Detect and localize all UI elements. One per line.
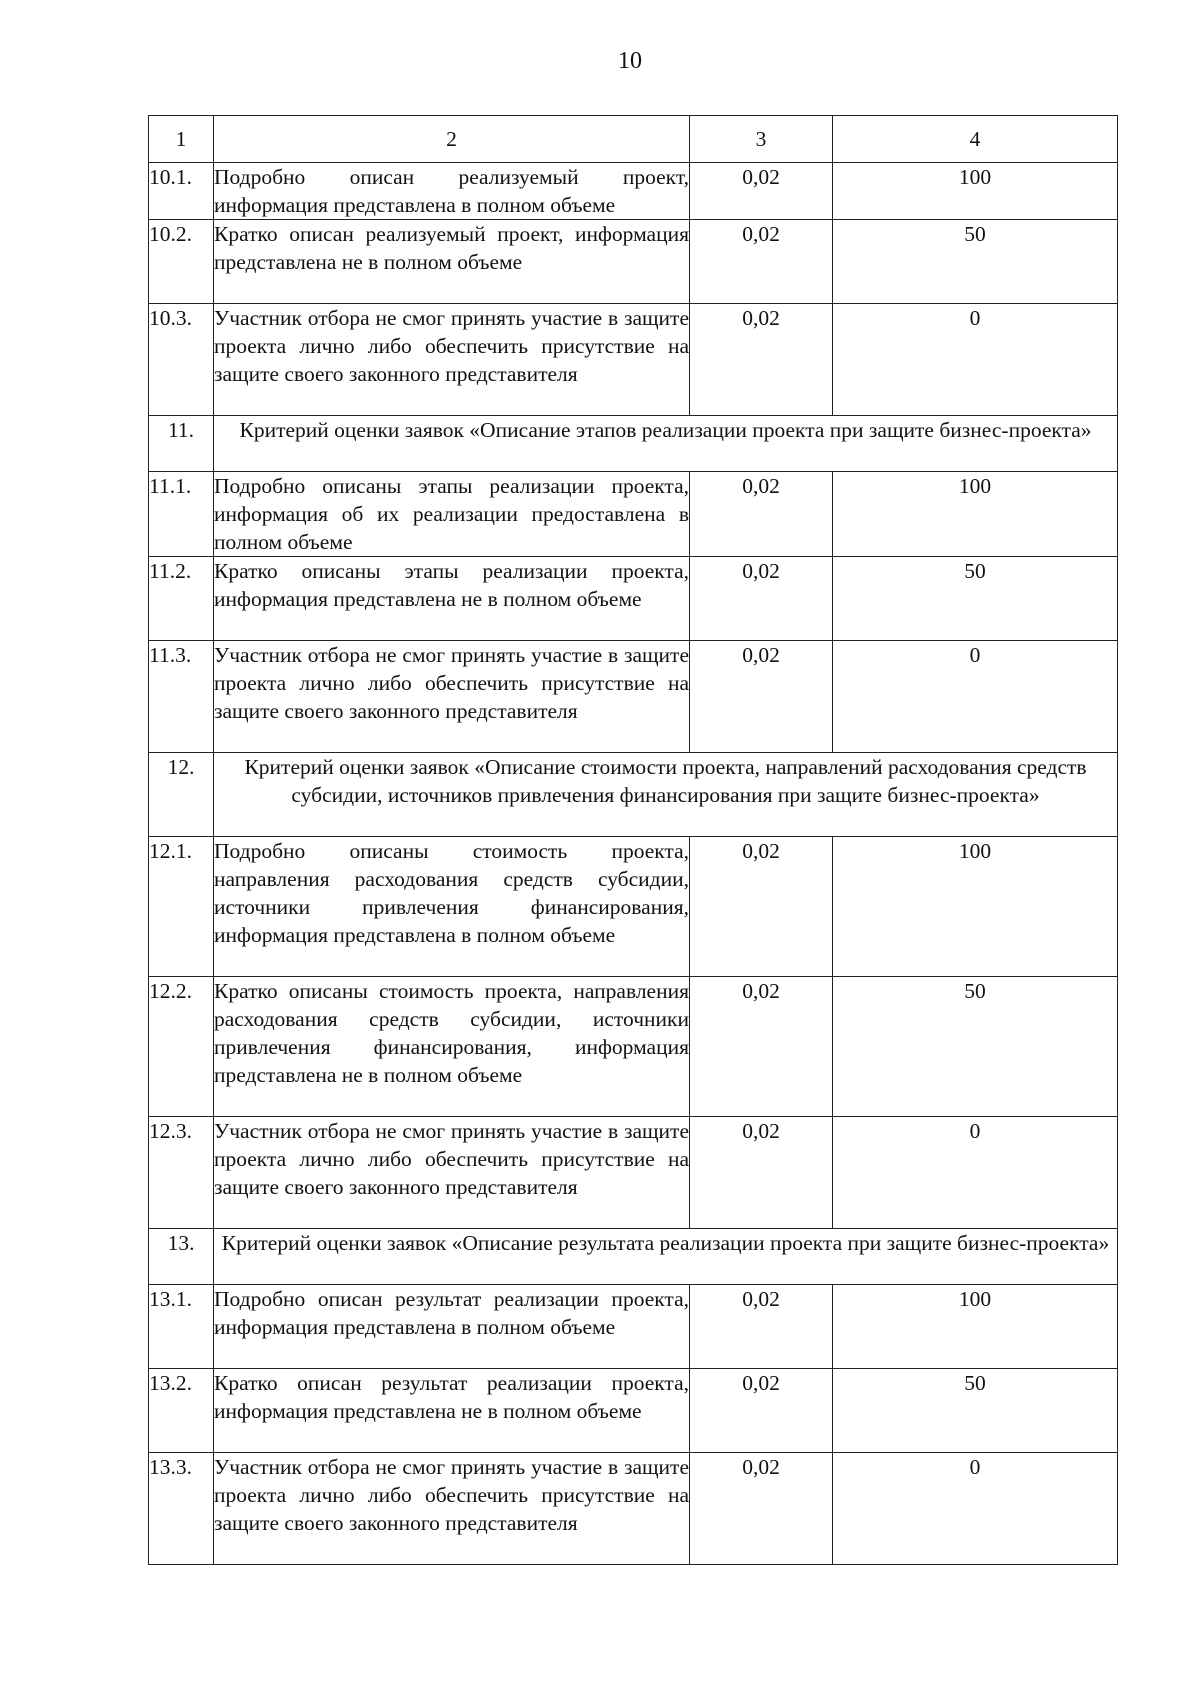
item-number: 11.3.: [149, 641, 214, 753]
item-score: 50: [833, 220, 1118, 304]
item-score: 50: [833, 977, 1118, 1117]
item-weight: 0,02: [690, 1369, 833, 1453]
criterion-number: 11.: [149, 416, 214, 472]
criterion-title: Критерий оценки заявок «Описание стоимости проекта, направлений расходования средств субсидии, источников привлечения финансирования при защите бизнес-проекта»: [214, 753, 1118, 837]
item-weight: 0,02: [690, 1117, 833, 1229]
item-score: 100: [833, 472, 1118, 557]
item-weight: 0,02: [690, 837, 833, 977]
table-row: [149, 1285, 1118, 1369]
item-number: 11.1.: [149, 472, 214, 557]
item-description: Подробно описаны стоимость проекта, направления расходования средств субсидии, источники привлечения финансирования, информация представлена в полном объеме: [214, 837, 690, 977]
criteria-table-body: [149, 116, 1118, 1565]
item-number: 13.3.: [149, 1453, 214, 1565]
column-number-4: 4: [833, 116, 1118, 163]
item-score: 50: [833, 557, 1118, 641]
item-weight: 0,02: [690, 304, 833, 416]
item-weight: 0,02: [690, 1285, 833, 1369]
item-weight: 0,02: [690, 472, 833, 557]
table-row: [149, 472, 1118, 557]
column-number-1: 1: [149, 116, 214, 163]
criterion-title: Критерий оценки заявок «Описание результата реализации проекта при защите бизнес-проекта»: [214, 1229, 1118, 1285]
item-description: Кратко описаны стоимость проекта, направления расходования средств субсидии, источники привлечения финансирования, информация представлена не в полном объеме: [214, 977, 690, 1117]
item-score: 0: [833, 1453, 1118, 1565]
table-row: [149, 304, 1118, 416]
item-description: Участник отбора не смог принять участие в защите проекта лично либо обеспечить присутствие на защите своего законного представителя: [214, 1453, 690, 1565]
item-number: 10.3.: [149, 304, 214, 416]
item-weight: 0,02: [690, 977, 833, 1117]
item-score: 0: [833, 304, 1118, 416]
criterion-row: [149, 416, 1118, 472]
item-score: 0: [833, 641, 1118, 753]
item-number: 10.2.: [149, 220, 214, 304]
table-row: [149, 220, 1118, 304]
table-row: [149, 163, 1118, 220]
table-row: [149, 1453, 1118, 1565]
item-description: Участник отбора не смог принять участие в защите проекта лично либо обеспечить присутствие на защите своего законного представителя: [214, 641, 690, 753]
item-number: 12.2.: [149, 977, 214, 1117]
item-description: Кратко описаны этапы реализации проекта, информация представлена не в полном объеме: [214, 557, 690, 641]
item-number: 13.2.: [149, 1369, 214, 1453]
column-number-3: 3: [690, 116, 833, 163]
column-number-row: [149, 116, 1118, 163]
item-score: 0: [833, 1117, 1118, 1229]
criterion-number: 12.: [149, 753, 214, 837]
criteria-table: [148, 115, 1118, 1565]
table-row: [149, 837, 1118, 977]
item-number: 13.1.: [149, 1285, 214, 1369]
item-number: 12.1.: [149, 837, 214, 977]
item-description: Подробно описан реализуемый проект, информация представлена в полном объеме: [214, 163, 690, 220]
item-description: Участник отбора не смог принять участие в защите проекта лично либо обеспечить присутствие на защите своего законного представителя: [214, 1117, 690, 1229]
item-score: 100: [833, 163, 1118, 220]
item-description: Подробно описан результат реализации проекта, информация представлена в полном объеме: [214, 1285, 690, 1369]
item-score: 100: [833, 837, 1118, 977]
item-description: Участник отбора не смог принять участие в защите проекта лично либо обеспечить присутствие на защите своего законного представителя: [214, 304, 690, 416]
item-score: 100: [833, 1285, 1118, 1369]
item-number: 10.1.: [149, 163, 214, 220]
item-weight: 0,02: [690, 641, 833, 753]
column-number-2: 2: [214, 116, 690, 163]
item-description: Подробно описаны этапы реализации проекта, информация об их реализации предоставлена в полном объеме: [214, 472, 690, 557]
item-number: 12.3.: [149, 1117, 214, 1229]
table-row: [149, 557, 1118, 641]
criterion-row: [149, 1229, 1118, 1285]
item-weight: 0,02: [690, 163, 833, 220]
criterion-title: Критерий оценки заявок «Описание этапов реализации проекта при защите бизнес-проекта»: [214, 416, 1118, 472]
item-description: Кратко описан результат реализации проекта, информация представлена не в полном объеме: [214, 1369, 690, 1453]
criterion-number: 13.: [149, 1229, 214, 1285]
table-row: [149, 977, 1118, 1117]
item-weight: 0,02: [690, 557, 833, 641]
item-description: Кратко описан реализуемый проект, информация представлена не в полном объеме: [214, 220, 690, 304]
item-number: 11.2.: [149, 557, 214, 641]
item-weight: 0,02: [690, 220, 833, 304]
table-row: [149, 1369, 1118, 1453]
table-row: [149, 1117, 1118, 1229]
item-weight: 0,02: [690, 1453, 833, 1565]
item-score: 50: [833, 1369, 1118, 1453]
page-number: 10: [618, 48, 642, 74]
criterion-row: [149, 753, 1118, 837]
table-row: [149, 641, 1118, 753]
